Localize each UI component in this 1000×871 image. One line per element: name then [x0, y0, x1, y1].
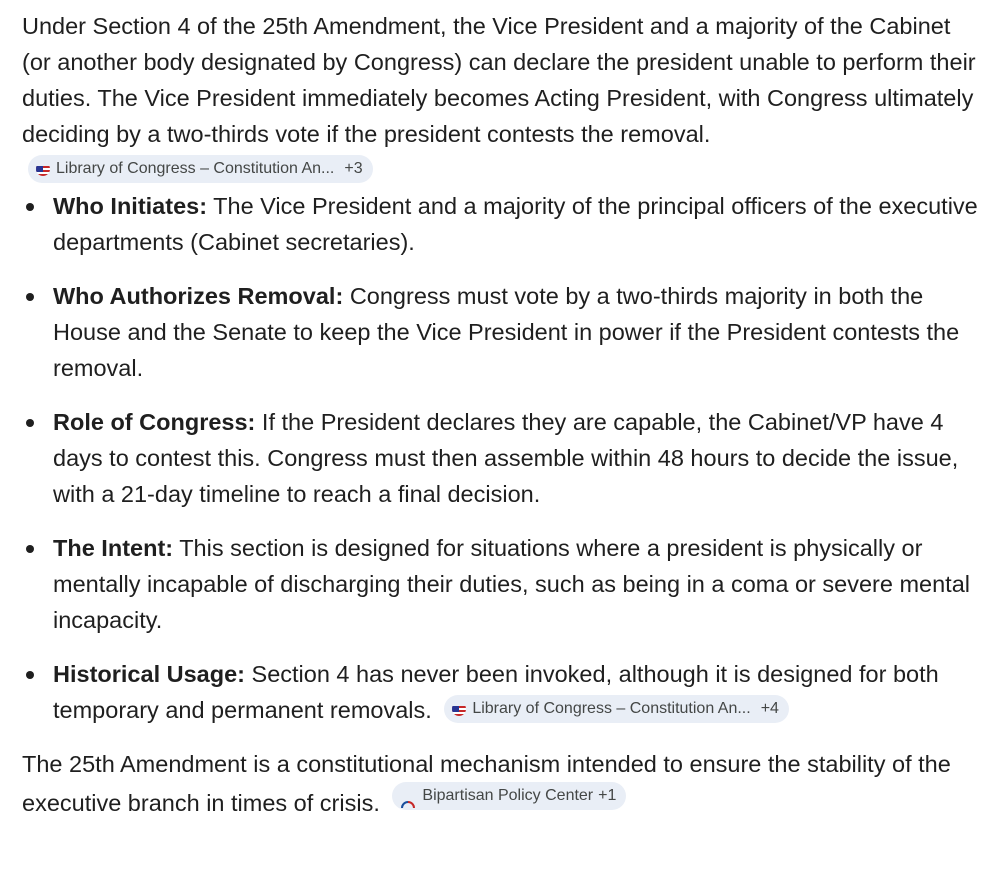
- bullet-dot: [26, 203, 34, 211]
- bullet-dot: [26, 671, 34, 679]
- bullet-text: The Vice President and a majority of the principal officers of the executive departments (Cabinet secretaries).: [53, 193, 978, 255]
- source-chip-library-of-congress-1[interactable]: [28, 155, 373, 183]
- bullet-term: Who Initiates:: [53, 193, 208, 219]
- source-chip-count: +1: [598, 787, 617, 804]
- bullet-list: [22, 188, 978, 728]
- bullet-dot: [26, 419, 34, 427]
- bullet-text: This section is designed for situations where a president is physically or mentally incapable of discharging their duties, such as being in a coma or severe mental incapacity.: [53, 535, 971, 633]
- source-chip-label: Library of Congress – Constitution An...: [56, 160, 335, 177]
- bullet-the-intent: [22, 530, 978, 638]
- bullet-term: Historical Usage:: [53, 661, 245, 687]
- source-chip-count: +3: [344, 160, 363, 177]
- bullet-text: Congress must vote by a two-thirds majority in both the House and the Senate to keep the Vice President in power if the President contests the removal.: [53, 283, 960, 381]
- bullet-term: The Intent:: [53, 535, 174, 561]
- bullet-text: If the President declares they are capable, the Cabinet/VP have 4 days to contest this. Congress must then assemble within 48 hours to decide the issue, with a 21-day timeline to reach a final decision.: [53, 409, 959, 507]
- source-chip-bipartisan-policy-center[interactable]: [392, 782, 626, 810]
- intro-text: Under Section 4 of the 25th Amendment, the Vice President and a majority of the Cabinet (or another body designated by Congress) can declare the president unable to perform their duties. The Vice President immediately becomes Acting President, with Congress ultimately deciding by a two-thirds vote if the president contests the removal.: [22, 13, 976, 147]
- bullet-term: Who Authorizes Removal:: [53, 283, 344, 309]
- us-flag-icon: [36, 162, 50, 176]
- us-flag-icon: [452, 702, 466, 716]
- bullet-who-authorizes-removal: [22, 278, 978, 386]
- bullet-who-initiates: [22, 188, 978, 260]
- intro-paragraph: [22, 8, 978, 188]
- bullet-term: Role of Congress:: [53, 409, 256, 435]
- source-chip-count: +4: [760, 700, 779, 717]
- bullet-text: Section 4 has never been invoked, although it is designed for both temporary and permanent removals.: [53, 661, 939, 723]
- bullet-historical-usage: [22, 656, 978, 728]
- closing-paragraph: [22, 746, 978, 821]
- bipartisan-gauge-icon: [400, 791, 416, 801]
- closing-text: The 25th Amendment is a constitutional mechanism intended to ensure the stability of the executive branch in times of crisis.: [22, 751, 951, 816]
- bullet-dot: [26, 545, 34, 553]
- source-chip-library-of-congress-2[interactable]: [444, 695, 789, 723]
- source-chip-label: Library of Congress – Constitution An...: [472, 700, 751, 717]
- source-chip-label: Bipartisan Policy Center: [422, 787, 594, 804]
- bullet-role-of-congress: [22, 404, 978, 512]
- bullet-dot: [26, 293, 34, 301]
